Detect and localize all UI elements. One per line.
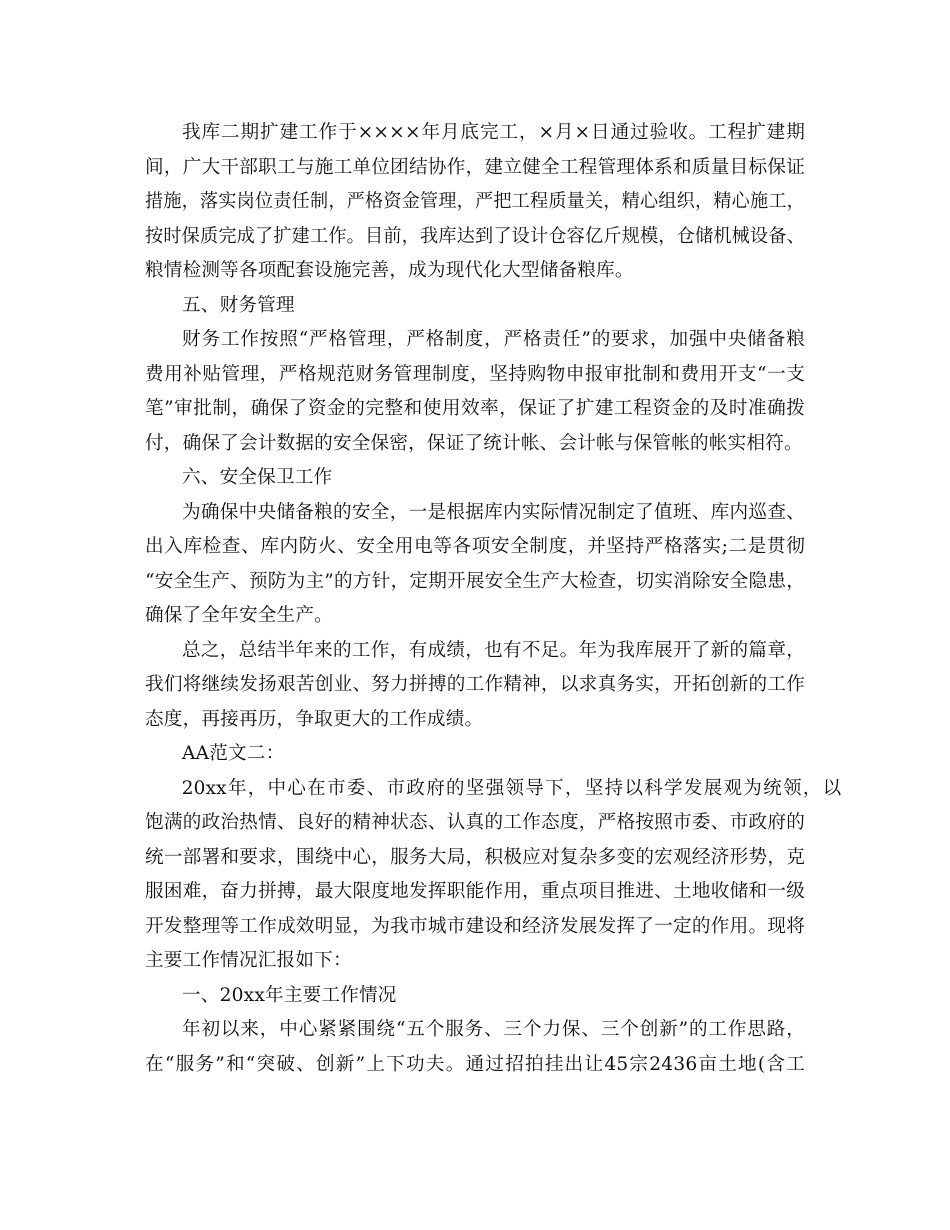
text-line: 按时保质完成了扩建工作。目前，我库达到了设计仓容亿斤规模，仓储机械设备、 bbox=[145, 225, 806, 247]
text-line: 态度，再接再历，争取更大的工作成绩。 bbox=[145, 708, 484, 730]
text-line: 服困难，奋力拼搏，最大限度地发挥职能作用，重点项目推进、土地收储和一级 bbox=[145, 881, 805, 902]
text-line: 付，确保了会计数据的安全保密，保证了统计帐、会计帐与保管帐的帐实相符。 bbox=[145, 432, 803, 454]
text-line: 在“服务”和“突破、创新”上下功夫。通过招拍挂出让45宗2436亩土地(含工 bbox=[145, 1053, 805, 1075]
text-line: 开发整理等工作成效明显，为我市城市建设和经济发展发挥了一定的作用。现将 bbox=[145, 915, 805, 937]
text-line: 我库二期扩建工作于××××年月底完工，×月×日通过验收。工程扩建期 bbox=[182, 122, 805, 143]
text-line: 主要工作情况汇报如下： bbox=[145, 950, 352, 971]
document-body bbox=[145, 116, 842, 1082]
text-line: 五、财务管理 bbox=[182, 294, 295, 316]
text-line: AA范文二： bbox=[182, 743, 285, 764]
text-line: 财务工作按照“严格管理，严格制度，严格责任”的要求，加强中央储备粮 bbox=[182, 329, 805, 350]
text-line: 总之，总结半年来的工作，有成绩，也有不足。年为我库展开了新的篇章， bbox=[182, 639, 805, 661]
text-line: 年初以来，中心紧紧围绕“五个服务、三个力保、三个创新”的工作思路， bbox=[182, 1019, 805, 1040]
text-line: 出入库检查、库内防火、安全用电等各项安全制度，并坚持严格落实;二是贯彻 bbox=[145, 536, 805, 557]
text-line: 我们将继续发扬艰苦创业、努力拼搏的工作精神，以求真务实，开拓创新的工作 bbox=[145, 674, 805, 695]
text-line: 确保了全年安全生产。 bbox=[145, 605, 333, 626]
text-line: 统一部署和要求，围绕中心，服务大局，积极应对复杂多变的宏观经济形势，克 bbox=[145, 846, 805, 868]
text-line: 笔”审批制，确保了资金的完整和使用效率，保证了扩建工程资金的及时准确拨 bbox=[145, 398, 805, 419]
text-line: 为确保中央储备粮的安全，一是根据库内实际情况制定了值班、库内巡查、 bbox=[182, 501, 805, 523]
text-line: 费用补贴管理，严格规范财务管理制度，坚持购物申报审批制和费用开支“一支 bbox=[145, 363, 805, 385]
text-line: 粮情检测等各项配套设施完善，成为现代化大型储备粮库。 bbox=[145, 260, 634, 281]
text-line: 20xx年，中心在市委、市政府的坚强领导下，坚持以科学发展观为统领，以 bbox=[181, 777, 842, 799]
text-line: 六、安全保卫工作 bbox=[182, 467, 333, 488]
text-line: 一、20xx年主要工作情况 bbox=[182, 984, 397, 1006]
text-line: 间，广大干部职工与施工单位团结协作，建立健全工程管理体系和质量目标保证 bbox=[145, 156, 805, 178]
text-line: 措施，落实岗位责任制，严格资金管理，严把工程质量关，精心组织，精心施工， bbox=[145, 191, 806, 212]
text-line: 饱满的政治热情、良好的精神状态、认真的工作态度，严格按照市委、市政府的 bbox=[145, 812, 805, 833]
text-line: “安全生产、预防为主”的方针，定期开展安全生产大检查，切实消除安全隐患， bbox=[145, 570, 805, 592]
